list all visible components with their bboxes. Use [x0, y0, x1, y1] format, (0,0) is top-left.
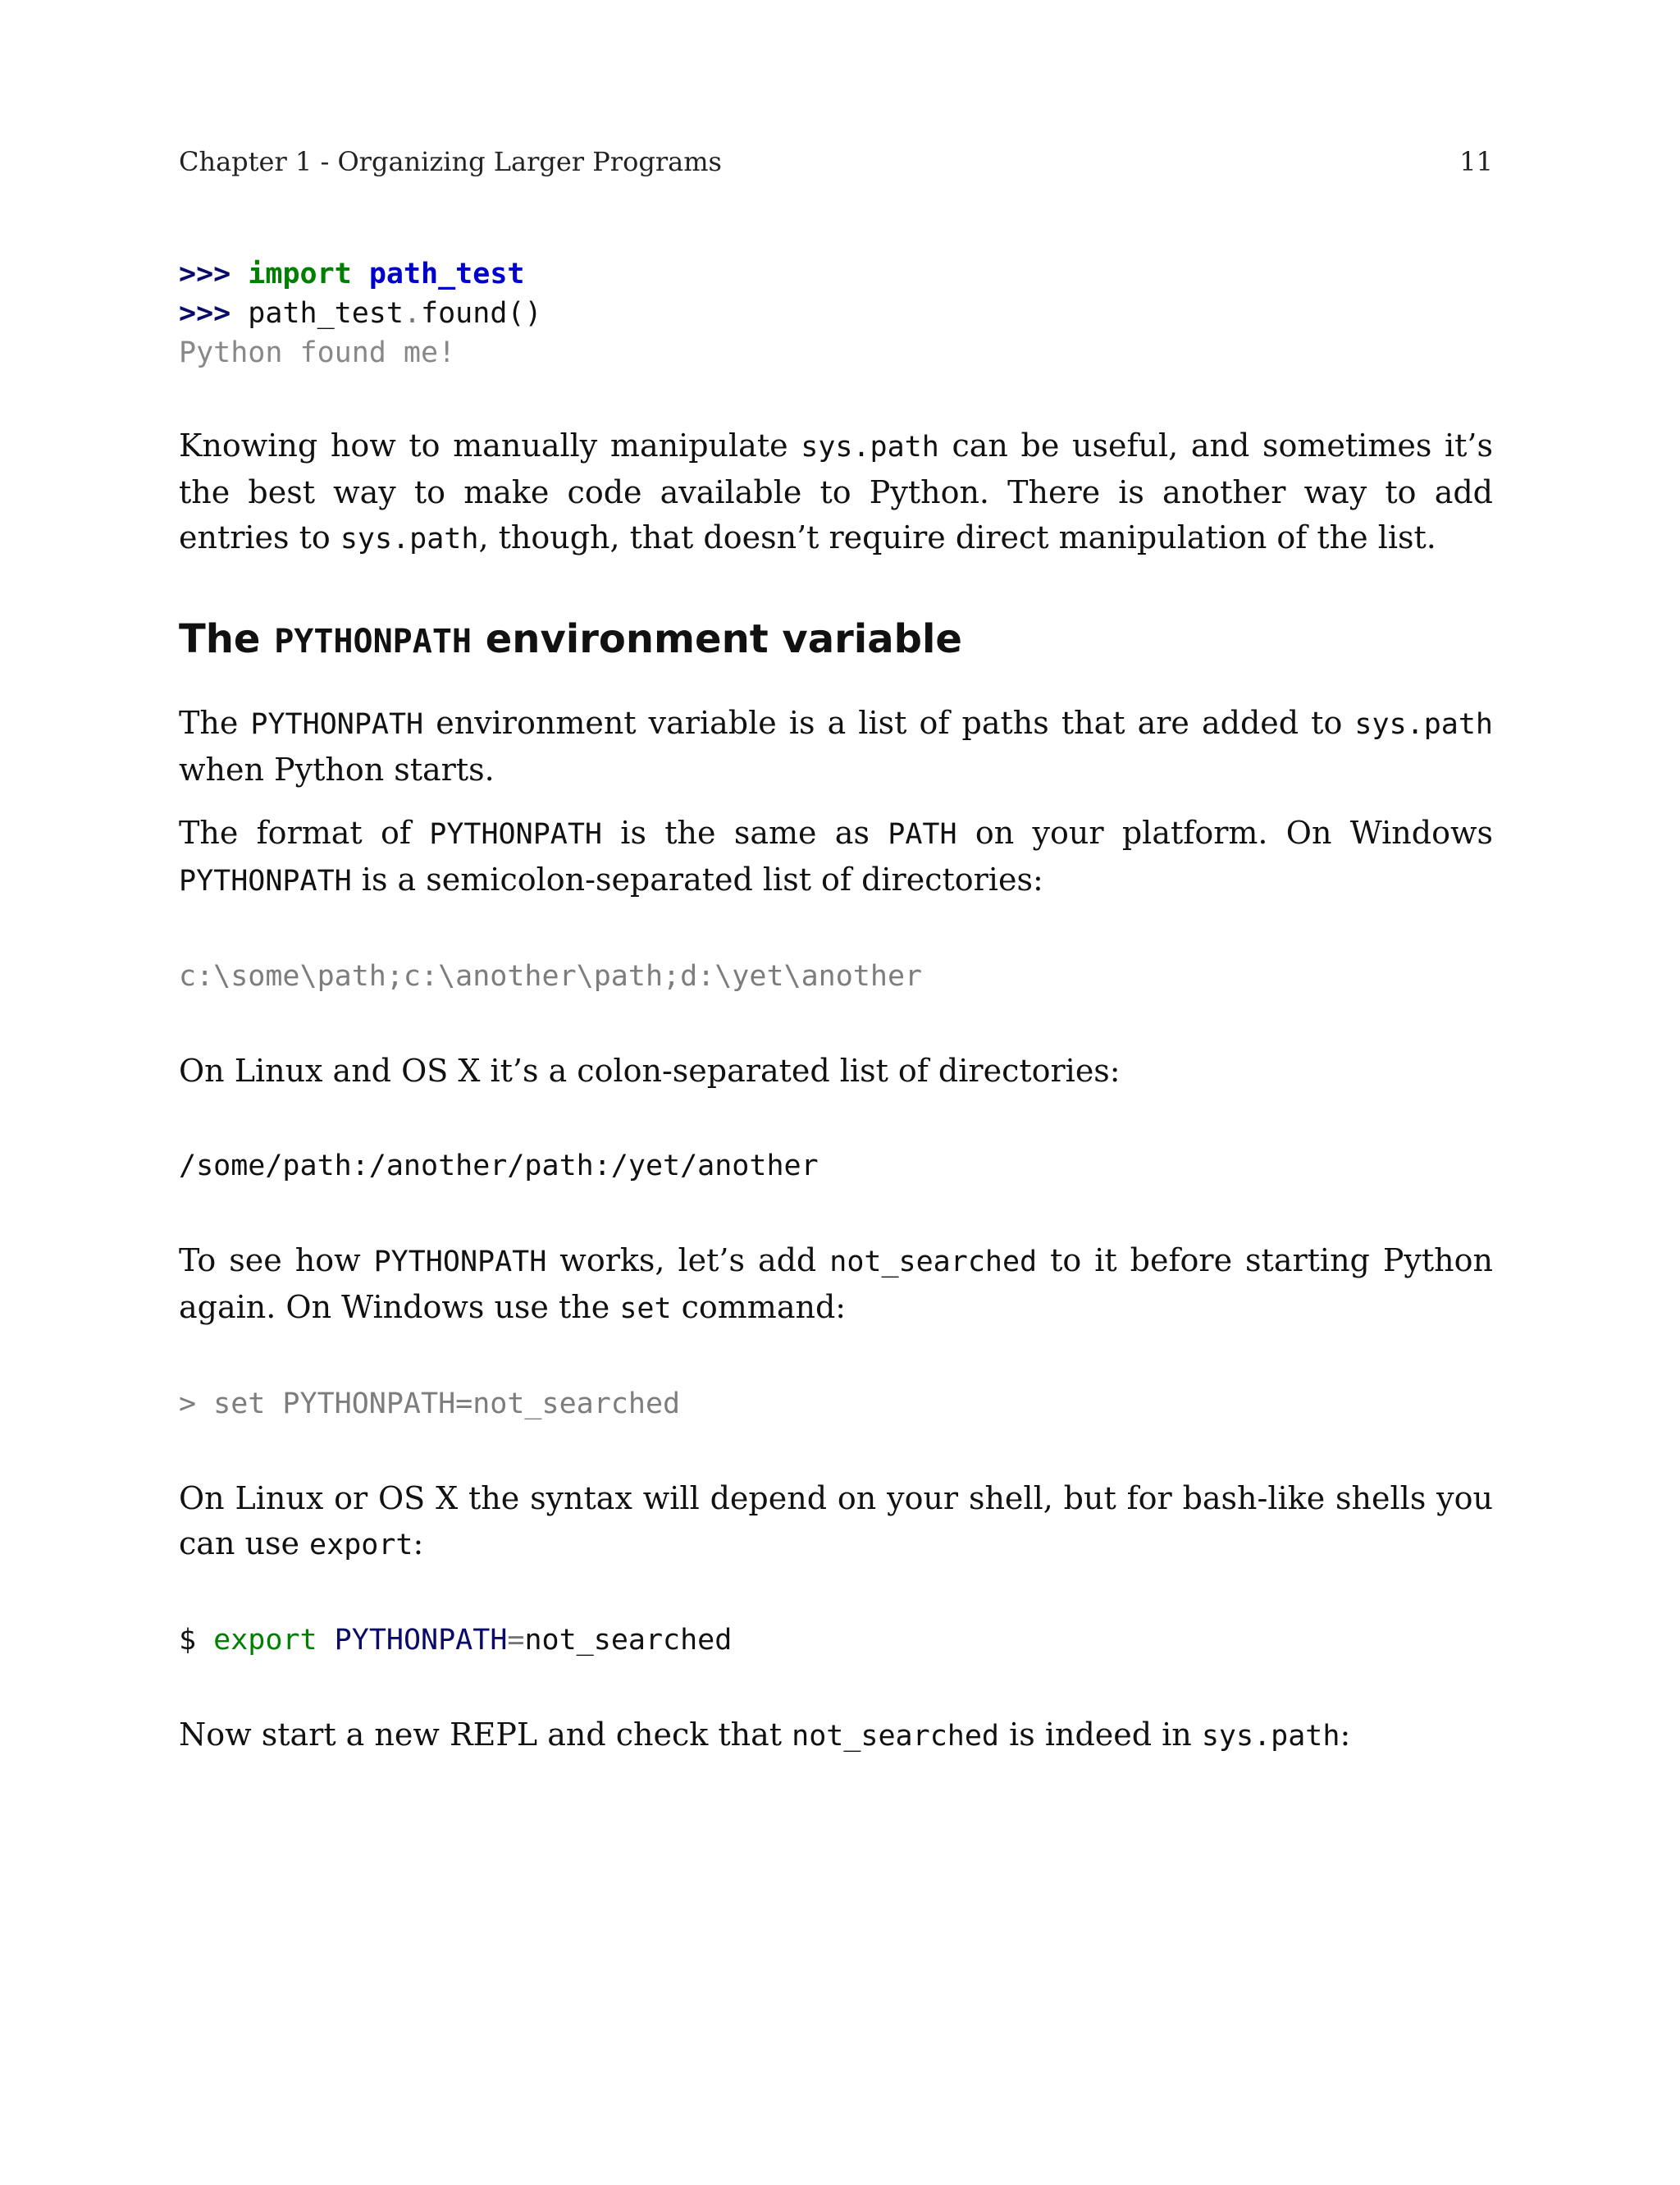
text-run: : [413, 1525, 424, 1561]
inline-code: PYTHONPATH [179, 865, 352, 898]
code-call: found() [421, 297, 542, 330]
text-run: works, let’s add [546, 1242, 830, 1278]
text-run: The format of [179, 815, 430, 851]
text-run: when Python starts. [179, 752, 495, 788]
inline-code: export [309, 1529, 413, 1561]
text-run: to it before starting Python again. On Windows use the [179, 1242, 1493, 1325]
text-run: On Linux or OS X the syntax will depend on your shell, but for bash-like shells you can use [179, 1480, 1493, 1561]
unix-path-code-block: /some/path:/another/path:/yet/another [179, 1150, 819, 1182]
windows-set-command-block: > set PYTHONPATH=not_searched [179, 1387, 681, 1420]
paragraph-pythonpath-format [179, 811, 1493, 904]
env-var-value: not_searched [524, 1624, 733, 1657]
inline-code: sys.path [340, 523, 479, 555]
heading-code: PYTHONPATH [274, 623, 472, 661]
paragraph-bash-export [179, 1476, 1493, 1568]
text-run: is indeed in [999, 1716, 1202, 1753]
paragraph-manipulate-sys-path [179, 423, 1493, 562]
text-run: Now start a new REPL and check that [179, 1716, 792, 1753]
import-keyword: import [248, 258, 352, 290]
text-run: , though, that doesn’t require direct manipulation of the list. [478, 519, 1436, 555]
inline-code: PYTHONPATH [429, 818, 602, 851]
text-run: To see how [179, 1242, 374, 1278]
inline-code: sys.path [1201, 1720, 1340, 1753]
page-content [179, 254, 1493, 1759]
shell-prompt: $ [179, 1624, 214, 1657]
text-run: on your platform. On Windows [956, 815, 1493, 851]
inline-code: PATH [888, 818, 957, 851]
code-object: path_test [248, 297, 404, 330]
running-header [179, 146, 1493, 185]
inline-code: not_searched [829, 1246, 1038, 1278]
export-keyword: export [213, 1624, 317, 1657]
paragraph-pythonpath-definition [179, 701, 1493, 793]
repl-prompt: >>> [179, 297, 231, 330]
text-run: is a semicolon-separated list of directories: [351, 862, 1043, 898]
heading-text: environment variable [472, 616, 962, 662]
repl-prompt: >>> [179, 258, 231, 290]
paragraph-add-not-searched [179, 1238, 1493, 1332]
windows-path-code-block: c:\some\path;c:\another\path;d:\yet\another [179, 960, 923, 993]
text-run: environment variable is a list of paths that are added to [423, 705, 1355, 741]
text-run: Knowing how to manually manipulate [179, 427, 801, 464]
repl-output: Python found me! [179, 336, 456, 369]
page-number: 11 [1459, 146, 1493, 177]
text-run: is the same as [601, 815, 888, 851]
paragraph-check-repl [179, 1712, 1493, 1759]
env-var-name: PYTHONPATH [334, 1624, 508, 1657]
inline-code: PYTHONPATH [250, 708, 424, 741]
inline-code: sys.path [801, 431, 939, 464]
inline-code: not_searched [792, 1720, 999, 1753]
heading-text: The [179, 616, 275, 662]
text-run: The [179, 705, 251, 741]
text-run: : [1340, 1716, 1351, 1753]
section-heading [179, 615, 1493, 666]
code-dot: . [403, 297, 422, 330]
paragraph-linux-format: On Linux and OS X it’s a colon-separated list of directories: [179, 1053, 1121, 1089]
chapter-title: Chapter 1 - Organizing Larger Programs [179, 146, 722, 177]
repl-code-block [179, 254, 1493, 373]
equals-sign: = [507, 1624, 525, 1657]
text-run: command: [671, 1289, 847, 1325]
inline-code: sys.path [1354, 708, 1493, 741]
module-name: path_test [368, 258, 525, 290]
inline-code: PYTHONPATH [373, 1246, 547, 1278]
inline-code: set [619, 1292, 672, 1325]
text-run: can be useful, and sometimes it’s the best way to make code available to Python. There is another way to add entries to [179, 427, 1493, 555]
unix-export-command-block [179, 1620, 1493, 1660]
